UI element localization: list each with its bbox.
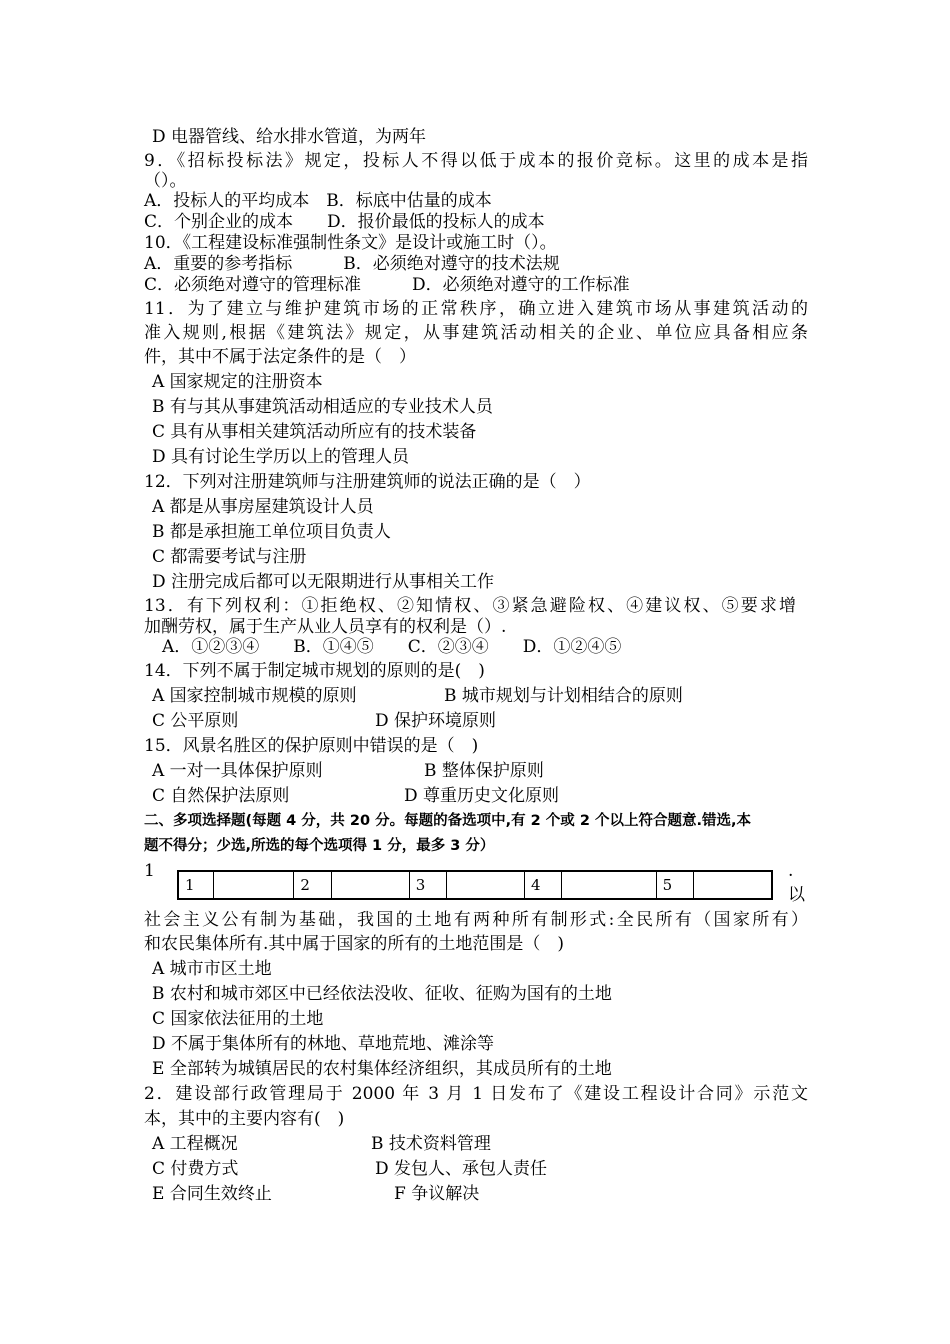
m1-option-d: D 不属于集体所有的林地、草地荒地、滩涂等	[152, 1034, 495, 1054]
q9-stem: 9．《招标投标法》规定，投标人不得以低于成本的报价竞标。这里的成本是指	[144, 151, 808, 171]
answer-cell-blank	[214, 871, 294, 899]
m1-stem: 社会主义公有制为基础，我国的土地有两种所有制形式:全民所有（国家所有）	[144, 910, 808, 930]
m1-stem-cont: 和农民集体所有.其中属于国家的所有的土地范围是（ )	[144, 934, 565, 954]
q11-stem-cont: 准入规则,根据《建筑法》规定，从事建筑活动相关的企业、单位应具备相应条	[144, 323, 808, 343]
q13-stem-cont: 加酬劳权，属于生产从业人员享有的权利是（）.	[144, 617, 507, 637]
answer-table-row	[178, 871, 772, 899]
m2-option-f: F 争议解决	[394, 1184, 480, 1204]
m2-option-d: D 发包人、承包人责任	[375, 1159, 548, 1179]
m2-option-a: A 工程概况	[152, 1134, 238, 1154]
q11-option-a: A 国家规定的注册资本	[152, 372, 323, 392]
q10-options-cd: C．必须绝对遵守的管理标准 D．必须绝对遵守的工作标准	[144, 275, 630, 295]
q13-stem: 13．有下列权利：①拒绝权、②知情权、③紧急避险权、④建议权、⑤要求增	[144, 596, 796, 616]
m1-option-c: C 国家依法征用的土地	[152, 1009, 324, 1029]
m1-option-b: B 农村和城市郊区中已经依法没收、征收、征购为国有的土地	[152, 984, 612, 1004]
answer-cell-label: 3	[409, 871, 446, 899]
m1-dot: .	[788, 861, 794, 881]
q11-stem: 11．为了建立与维护建筑市场的正常秩序，确立进入建筑市场从事建筑活动的	[144, 299, 808, 319]
answer-cell-label: 4	[525, 871, 562, 899]
section2-heading-cont: 题不得分；少选,所选的每个选项得 1 分，最多 3 分）	[144, 838, 495, 854]
q9-options-cd: C．个别企业的成本 D．报价最低的投标人的成本	[144, 212, 545, 232]
answer-cell-blank	[694, 871, 772, 899]
q14-option-b: B 城市规划与计划相结合的原则	[444, 686, 683, 706]
q15-option-b: B 整体保护原则	[424, 761, 544, 781]
answer-cell-blank	[331, 871, 409, 899]
m1-number: 1	[144, 861, 155, 881]
q13-options: A．①②③④ B．①④⑤ C．②③④ D．①②④⑤	[162, 637, 622, 657]
q10-options-ab: A．重要的参考指标 B．必须绝对遵守的技术法规	[144, 254, 560, 274]
q10-stem: 10．《工程建设标准强制性条文》是设计或施工时（）。	[144, 233, 557, 253]
q8-option-d: D 电器管线、给水排水管道，为两年	[152, 127, 427, 147]
m1-option-a: A 城市市区土地	[152, 959, 272, 979]
q12-option-d: D 注册完成后都可以无限期进行从事相关工作	[152, 572, 495, 592]
q11-option-c: C 具有从事相关建筑活动所应有的技术装备	[152, 422, 477, 442]
q12-option-c: C 都需要考试与注册	[152, 547, 307, 567]
m1-option-e: E 全部转为城镇居民的农村集体经济组织，其成员所有的土地	[152, 1059, 612, 1079]
q15-option-a: A 一对一具体保护原则	[152, 761, 323, 781]
q14-stem: 14．下列不属于制定城市规划的原则的是( )	[144, 661, 485, 681]
q12-stem: 12．下列对注册建筑师与注册建筑师的说法正确的是（ ）	[144, 472, 591, 492]
answer-cell-label: 2	[294, 871, 331, 899]
q14-option-c: C 公平原则	[152, 711, 239, 731]
answer-table	[177, 870, 773, 900]
q14-option-a: A 国家控制城市规模的原则	[152, 686, 357, 706]
q14-option-d: D 保护环境原则	[375, 711, 497, 731]
q11-stem-end: 件，其中不属于法定条件的是（ ）	[144, 347, 416, 367]
section2-heading: 二、多项选择题(每题 4 分，共 20 分。每题的备选项中,有 2 个或 2 个以上符合题意.错选,本	[144, 813, 751, 829]
q12-option-a: A 都是从事房屋建筑设计人员	[152, 497, 374, 517]
q9-stem-cont: （）。	[144, 171, 187, 191]
m2-stem: 2．建设部行政管理局于 2000 年 3 月 1 日发布了《建设工程设计合同》示范文	[144, 1084, 808, 1104]
m1-yi: 以	[788, 885, 805, 905]
q15-option-c: C 自然保护法原则	[152, 786, 290, 806]
answer-cell-blank	[562, 871, 656, 899]
q12-option-b: B 都是承担施工单位项目负责人	[152, 522, 391, 542]
answer-cell-blank	[447, 871, 525, 899]
q11-option-b: B 有与其从事建筑活动相适应的专业技术人员	[152, 397, 493, 417]
m2-option-c: C 付费方式	[152, 1159, 239, 1179]
q15-option-d: D 尊重历史文化原则	[404, 786, 560, 806]
m2-stem-cont: 本，其中的主要内容有( )	[144, 1109, 345, 1129]
q11-option-d: D 具有讨论生学历以上的管理人员	[152, 447, 410, 467]
m2-option-e: E 合同生效终止	[152, 1184, 272, 1204]
answer-cell-label: 5	[656, 871, 693, 899]
q9-options-ab: A．投标人的平均成本 B．标底中估量的成本	[144, 191, 492, 211]
q15-stem: 15．风景名胜区的保护原则中错误的是（ )	[144, 736, 479, 756]
m2-option-b: B 技术资料管理	[371, 1134, 491, 1154]
answer-cell-label: 1	[178, 871, 214, 899]
